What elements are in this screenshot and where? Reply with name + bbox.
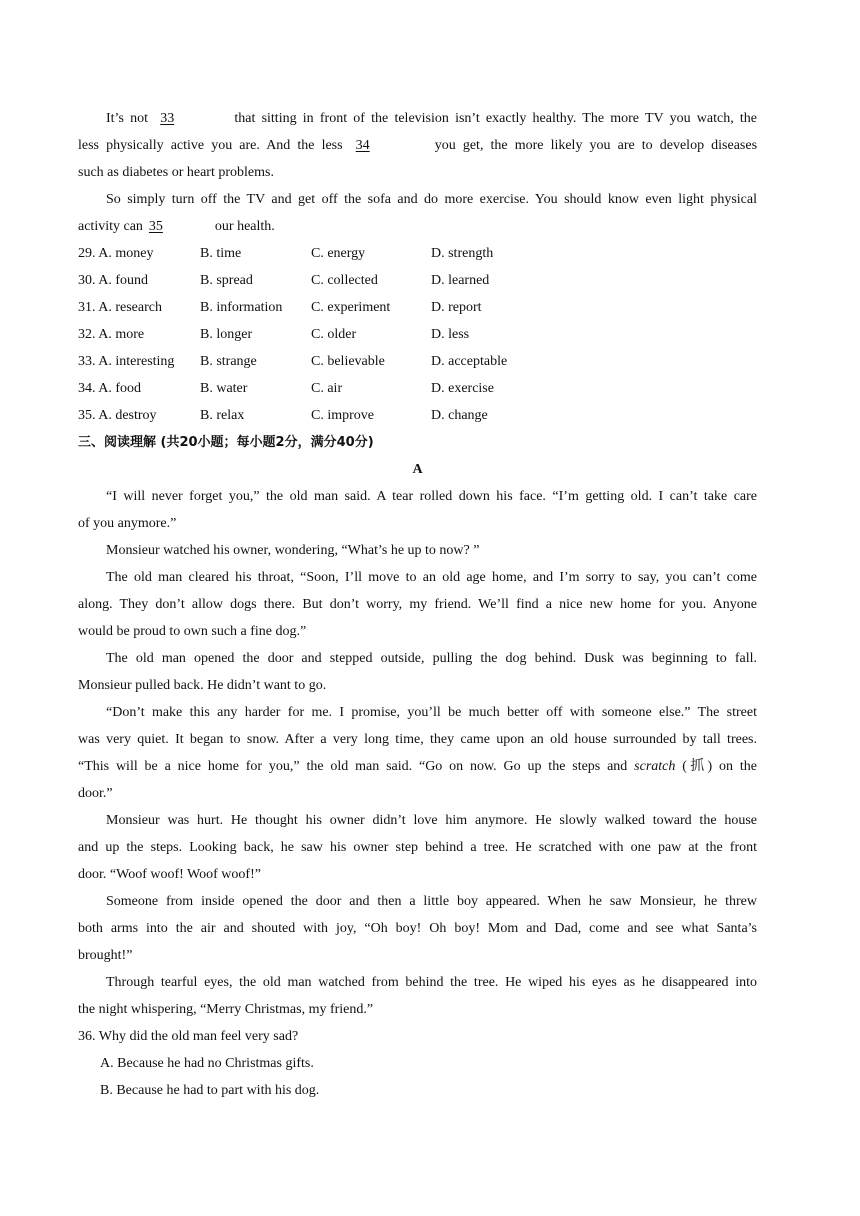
option-item[interactable]: 34. A. food (78, 381, 141, 396)
paragraph-line: the night whispering, “Merry Christmas, my friend.” (78, 1002, 374, 1017)
document-page (78, 105, 757, 1104)
paragraph-line: The old man opened the door and stepped outside, pulling the dog behind. Dusk was beginning to fall. (106, 651, 757, 666)
paragraph-line: “I will never forget you,” the old man said. A tear rolled down his face. “I’m getting old. I can’t take care (106, 489, 757, 504)
option-item[interactable]: C. believable (311, 354, 385, 369)
paragraph-line: Monsieur watched his owner, wondering, “What’s he up to now? ” (106, 543, 480, 558)
question-option[interactable]: A. Because he had no Christmas gifts. (100, 1056, 314, 1071)
option-row (78, 267, 757, 294)
option-item[interactable]: B. relax (200, 408, 245, 423)
question-stem: 36. Why did the old man feel very sad? (78, 1029, 299, 1044)
option-item[interactable]: C. air (311, 381, 343, 396)
paragraph-line: such as diabetes or heart problems. (78, 165, 274, 180)
option-item[interactable]: C. energy (311, 246, 366, 261)
paragraph-line: and up the steps. Looking back, he saw his owner step behind a tree. He scratched with one paw at the front (78, 840, 757, 855)
option-item[interactable]: D. less (431, 327, 470, 342)
option-item[interactable]: B. information (200, 300, 283, 315)
text: that sitting in front of the television isn’t exactly healthy. The more TV you watch, the (234, 111, 758, 126)
option-item[interactable]: B. time (200, 246, 242, 261)
paragraph-line (78, 132, 757, 159)
option-row (78, 321, 757, 348)
paragraph-line: So simply turn off the TV and get off the sofa and do more exercise. You should know even light physical (106, 192, 757, 207)
text: less physically active you are. And the less (78, 138, 343, 153)
option-item[interactable]: C. experiment (311, 300, 391, 315)
option-row (78, 348, 757, 375)
paragraph-line: would be proud to own such a fine dog.” (78, 624, 307, 639)
paragraph-line: door. “Woof woof! Woof woof!” (78, 867, 261, 882)
text: (抓) on the (682, 759, 758, 774)
option-item[interactable]: D. change (431, 408, 488, 423)
option-item[interactable]: D. learned (431, 273, 490, 288)
paragraph-line: brought!” (78, 948, 133, 963)
paragraph-line: “Don’t make this any harder for me. I promise, you’ll be much better off with someone else.” The street (106, 705, 757, 720)
option-item[interactable]: 32. A. more (78, 327, 145, 342)
paragraph-line: Monsieur pulled back. He didn’t want to go. (78, 678, 327, 693)
option-item[interactable]: 30. A. found (78, 273, 148, 288)
paragraph-line: Monsieur was hurt. He thought his owner didn’t love him anymore. He slowly walked toward the house (106, 813, 757, 828)
option-row (78, 375, 757, 402)
blank-34: 34 (355, 138, 370, 153)
option-item[interactable]: 29. A. money (78, 246, 154, 261)
option-item[interactable]: D. exercise (431, 381, 494, 396)
option-item[interactable]: 31. A. research (78, 300, 162, 315)
paragraph-line: was very quiet. It began to snow. After a very long time, they came upon an old house surrounded by tall trees. (78, 732, 757, 747)
paragraph-line: Someone from inside opened the door and then a little boy appeared. When he saw Monsieur, he threw (106, 894, 757, 909)
question-option[interactable]: B. Because he had to part with his dog. (100, 1083, 320, 1098)
paragraph-line: The old man cleared his throat, “Soon, I’ll move to an old age home, and I’m sorry to say, you can’t come (106, 570, 757, 585)
option-row (78, 294, 757, 321)
option-item[interactable]: D. strength (431, 246, 494, 261)
option-item[interactable]: D. acceptable (431, 354, 508, 369)
option-item[interactable]: C. older (311, 327, 357, 342)
options-list (78, 240, 757, 429)
text: our health. (214, 219, 275, 234)
option-item[interactable]: C. improve (311, 408, 374, 423)
option-item[interactable]: B. water (200, 381, 248, 396)
story-passage (78, 483, 757, 1023)
paragraph-line: both arms into the air and shouted with joy, “Oh boy! Oh boy! Mom and Dad, come and see what Santa’s (78, 921, 757, 936)
paragraph-line (78, 753, 757, 780)
option-item[interactable]: B. longer (200, 327, 253, 342)
passage-label: A (412, 462, 423, 477)
paragraph-line: Through tearful eyes, the old man watched from behind the tree. He wiped his eyes as he disappeared into (106, 975, 757, 990)
option-item[interactable]: C. collected (311, 273, 378, 288)
text: you get, the more likely you are to develop diseases (434, 138, 758, 153)
paragraph-line (78, 213, 757, 240)
paragraph-line: of you anymore.” (78, 516, 177, 531)
section-title: 三、阅读理解 (共20小题；每小题2分，满分40分) (78, 435, 374, 450)
text: activity can (78, 219, 143, 234)
blank-35: 35 (148, 219, 163, 234)
paragraph-line: along. They don’t allow dogs there. But don’t worry, my friend. We’ll find a nice new home for you. Anyone (78, 597, 757, 612)
option-item[interactable]: B. strange (200, 354, 257, 369)
paragraph-line: door.” (78, 786, 113, 801)
paragraph-line (78, 105, 757, 132)
option-item[interactable]: 33. A. interesting (78, 354, 175, 369)
blank-33: 33 (160, 111, 175, 126)
option-item[interactable]: 35. A. destroy (78, 408, 157, 423)
text: It’s not (106, 111, 148, 126)
text: “This will be a nice home for you,” the old man said. “Go on now. Go up the steps and (78, 759, 628, 774)
option-row (78, 402, 757, 429)
emphasis-word: scratch (634, 759, 676, 774)
option-item[interactable]: B. spread (200, 273, 253, 288)
option-item[interactable]: D. report (431, 300, 482, 315)
option-row (78, 240, 757, 267)
